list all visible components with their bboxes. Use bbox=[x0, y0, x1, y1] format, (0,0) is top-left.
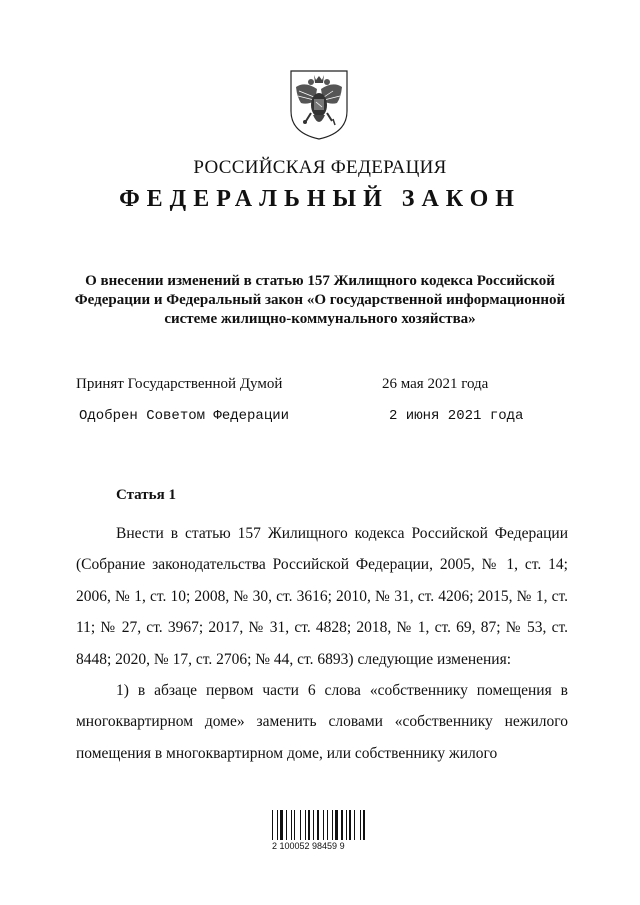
article-heading: Статья 1 bbox=[116, 487, 176, 503]
barcode-bar bbox=[300, 810, 301, 840]
country-name: РОССИЙСКАЯ ФЕДЕРАЦИЯ bbox=[193, 157, 447, 178]
barcode-bar bbox=[293, 810, 294, 840]
barcode-bar bbox=[274, 810, 276, 840]
barcode-bar bbox=[320, 810, 323, 840]
barcode-bar bbox=[341, 810, 343, 840]
barcode-bar bbox=[291, 810, 292, 840]
duma-adoption-date: 26 мая 2021 года bbox=[382, 376, 489, 392]
barcode-bar bbox=[288, 810, 290, 840]
duma-adoption-label: Принят Государственной Думой bbox=[76, 376, 283, 392]
barcode-bar bbox=[329, 810, 331, 840]
barcode-bar bbox=[325, 810, 326, 840]
barcode-bar bbox=[352, 810, 353, 840]
barcode-bar bbox=[284, 810, 285, 840]
barcode-bar bbox=[294, 810, 295, 840]
barcode-bar bbox=[302, 810, 304, 840]
council-approval-label: Одобрен Советом Федерации bbox=[79, 408, 290, 424]
barcode-bar bbox=[344, 810, 345, 840]
barcode-bar bbox=[362, 810, 363, 840]
barcode-bar bbox=[332, 810, 333, 840]
barcode-bar bbox=[286, 810, 287, 840]
barcode-bar bbox=[280, 810, 283, 840]
law-title: О внесении изменений в статью 157 Жилищного кодекса Российской Федерации и Федеральный закон «О государственной информационной системе жилищно-коммунального хозяйства» bbox=[74, 273, 566, 327]
barcode-bar bbox=[272, 810, 273, 840]
article-paragraph: 1) в абзаце первом части 6 слова «собственнику помещения в многоквартирном доме» заменить словами «собственнику нежилого помещения в многоквартирном доме, или собственнику жилого bbox=[76, 682, 568, 762]
barcode-bar bbox=[356, 810, 359, 840]
barcode-bar bbox=[363, 810, 365, 840]
barcode-bar bbox=[360, 810, 361, 840]
barcode-bar bbox=[346, 810, 347, 840]
barcode-bar bbox=[334, 810, 335, 840]
barcode-bar bbox=[354, 810, 355, 840]
barcode-bar bbox=[313, 810, 314, 840]
article-body bbox=[76, 518, 568, 769]
barcode-bar bbox=[366, 810, 367, 840]
barcode-bar bbox=[308, 810, 310, 840]
barcode-bar bbox=[311, 810, 312, 840]
barcode-bar bbox=[339, 810, 340, 840]
barcode-bar bbox=[277, 810, 278, 840]
barcode-bar bbox=[307, 810, 308, 840]
barcode-bar bbox=[279, 810, 280, 840]
barcode-bar bbox=[327, 810, 328, 840]
barcode-bar bbox=[335, 810, 338, 840]
barcode bbox=[272, 810, 368, 851]
barcode-bar bbox=[317, 810, 319, 840]
article-paragraph: Внести в статью 157 Жилищного кодекса Российской Федерации (Собрание законодательства Российской Федерации, 2005, № 1, ст. 14; 2006, № 1, ст. 10; 2008, № 30, ст. 3616; 2010, № 31, ст. 4206; 2015, № 1, ст. 11; № 27, ст. 3967; 2017, № 31, ст. 4828; 2018, № 1, ст. 69, 87; № 53, ст. 8448; 2020, № 17, ст. 2706; № 44, ст. 6893) следующие изменения: bbox=[76, 525, 568, 668]
russian-coat-of-arms-icon bbox=[287, 67, 351, 141]
barcode-bar bbox=[349, 810, 351, 840]
barcode-bar bbox=[296, 810, 299, 840]
barcode-number: 2 100052 98459 9 bbox=[272, 841, 345, 851]
council-approval-date: 2 июня 2021 года bbox=[389, 408, 524, 424]
barcode-bar bbox=[315, 810, 316, 840]
barcode-bar bbox=[323, 810, 324, 840]
barcode-bar bbox=[305, 810, 306, 840]
document-type: ФЕДЕРАЛЬНЫЙ ЗАКОН bbox=[119, 186, 521, 212]
barcode-bars bbox=[272, 810, 368, 840]
barcode-bar bbox=[348, 810, 349, 840]
